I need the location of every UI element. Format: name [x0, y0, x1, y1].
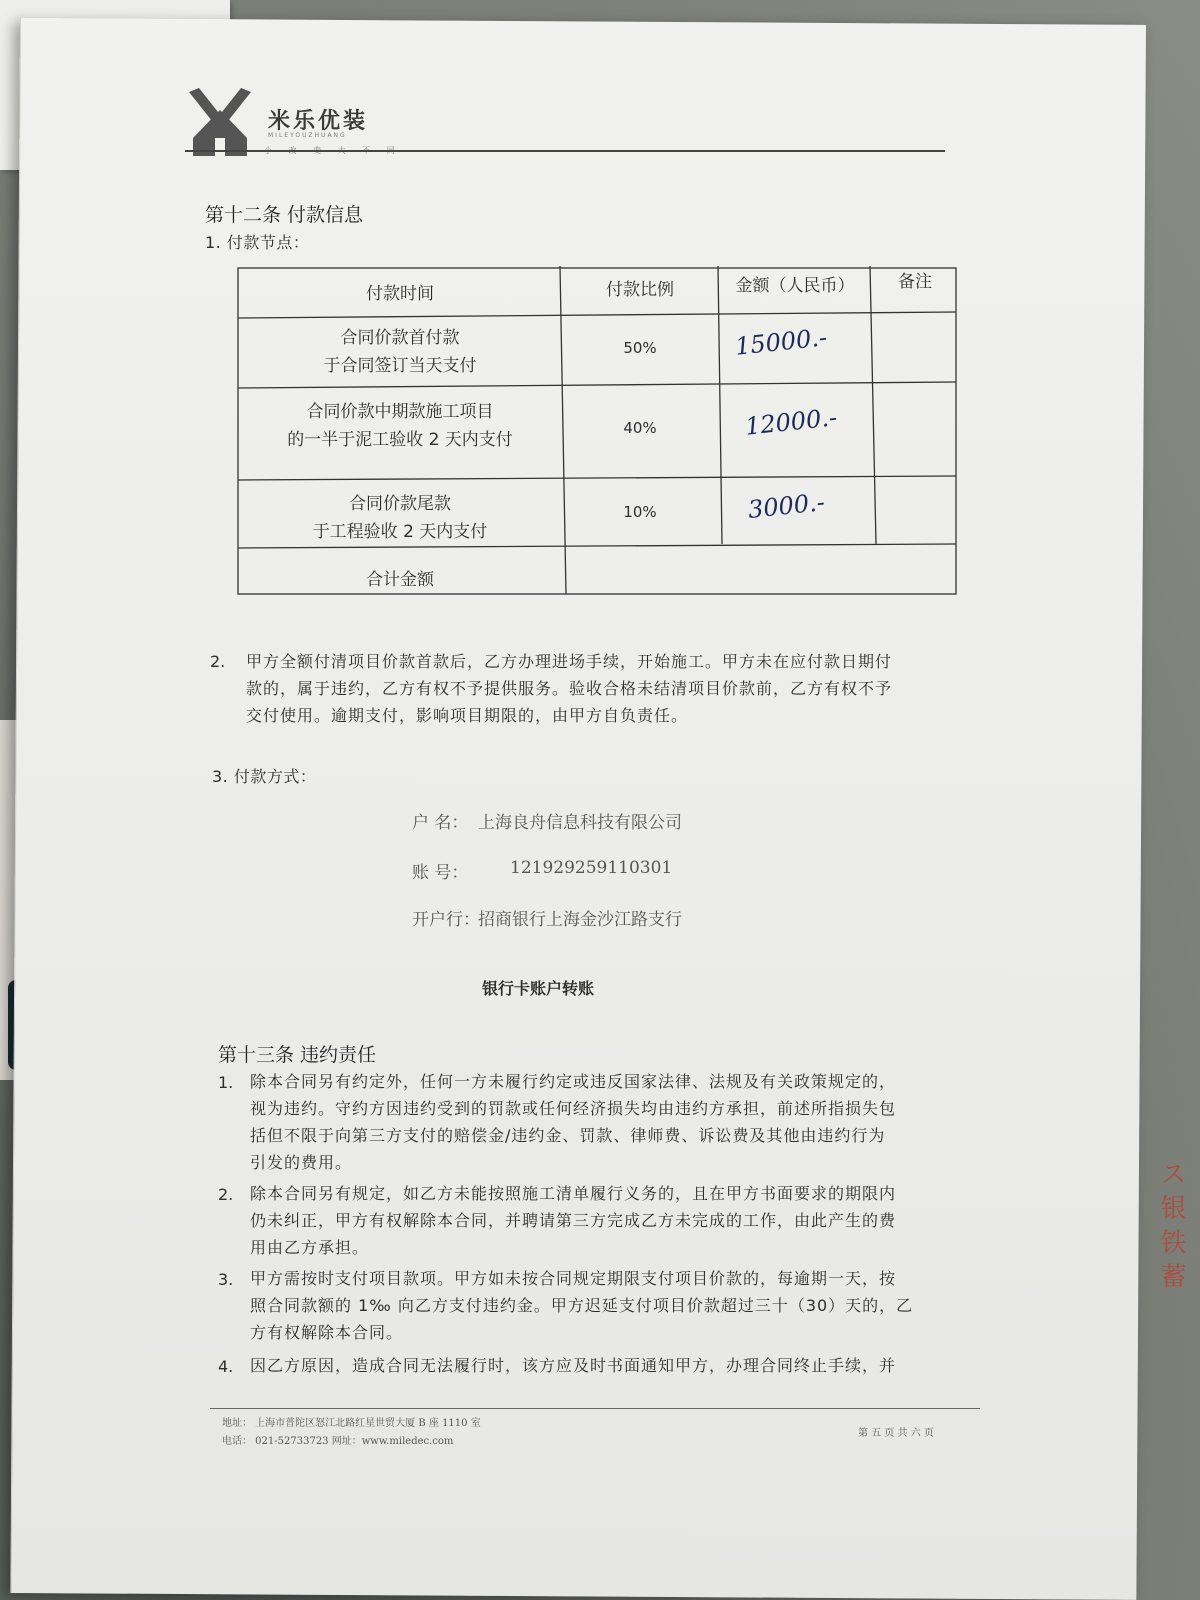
- transfer-note: 银行卡账户转账: [482, 979, 595, 998]
- item2-line: 交付使用。逾期支付，影响项目期限的，由甲方自负责任。: [246, 706, 689, 725]
- item2-paragraph: [246, 648, 892, 729]
- brand-name: 米乐优装: [268, 109, 369, 134]
- brand-pinyin: MILEYOUZHUANG: [268, 132, 347, 139]
- account-value: 121929259110301: [510, 858, 673, 878]
- red-stamp-edge: ス 银 铁 蓄: [1156, 1160, 1186, 1289]
- a13-item2-line: 除本合同另有规定，如乙方未能按照施工清单履行义务的，且在甲方书面要求的期限内: [250, 1184, 897, 1203]
- row2-amount-handwritten: 12000.-: [743, 403, 839, 441]
- branch-label: 开户行：: [412, 910, 480, 930]
- a13-item3-line: 照合同款额的 1‰ 向乙方支付违约金。甲方迟延支付项目价款超过三十（30）天的，乙: [250, 1296, 914, 1315]
- payment-table: [230, 250, 960, 600]
- header-divider: [185, 150, 945, 152]
- article-13-title: 第十三条 违约责任: [218, 1044, 377, 1066]
- account-label: 账 号：: [412, 863, 469, 883]
- a13-item4-paragraph: [250, 1352, 896, 1379]
- article-12-title: 第十二条 付款信息: [205, 204, 364, 226]
- row3-time-line1: 合同价款尾款: [349, 494, 451, 514]
- payment-method-label: 3. 付款方式：: [212, 767, 317, 786]
- row1-time-line1: 合同价款首付款: [340, 328, 460, 348]
- row2-time: [250, 398, 550, 454]
- a13-item2-paragraph: [250, 1180, 896, 1261]
- a13-item1-line: 除本合同另有约定外，任何一方未履行约定或违反国家法律、法规及有关政策规定的，: [250, 1072, 897, 1091]
- row1-time-line2: 于合同签订当天支付: [323, 356, 477, 376]
- a13-item1-line: 引发的费用。: [250, 1153, 353, 1172]
- a13-item2-line: 仍未纠正，甲方有权解除本合同，并聘请第三方完成乙方未完成的工作，由此产生的费: [250, 1211, 897, 1230]
- row3-amount-handwritten: 3000.-: [746, 488, 827, 524]
- row3-time-line2: 于工程验收 2 天内支付: [312, 522, 488, 542]
- footer-contact: 电话： 021-52733723 网址：www.miledec.com: [222, 1436, 454, 1447]
- a13-item3-line: 甲方需按时支付项目款项。甲方如未按合同规定期限支付项目价款的，每逾期一天，按: [250, 1269, 897, 1288]
- row2-time-line1: 合同价款中期款施工项目: [306, 402, 494, 422]
- a13-item2-line: 用由乙方承担。: [250, 1238, 370, 1257]
- branch-value: 招商银行上海金沙江路支行: [478, 910, 682, 930]
- row1-amount-handwritten: 15000.-: [733, 323, 829, 361]
- page-number: 第 五 页 共 六 页: [858, 1428, 934, 1439]
- row3-ratio: 10%: [623, 503, 657, 521]
- row1-time: [250, 324, 550, 380]
- header-note: 备注: [898, 272, 932, 292]
- a13-item1-number: 1.: [218, 1073, 234, 1092]
- payment-nodes-label: 1. 付款节点：: [205, 233, 310, 252]
- header-payment-ratio: 付款比例: [606, 280, 674, 300]
- row2-time-line2: 的一半于泥工验收 2 天内支付: [287, 430, 513, 450]
- a13-item1-paragraph: [250, 1068, 896, 1176]
- row3-time: [250, 490, 550, 546]
- footer-divider: [210, 1408, 980, 1409]
- a13-item3-paragraph: [250, 1265, 913, 1346]
- a13-item3-line: 方有权解除本合同。: [250, 1323, 404, 1342]
- header-amount: 金额（人民币）: [735, 276, 855, 296]
- a13-item1-line: 视为违约。守约方因违约受到的罚款或任何经济损失均由违约方承担，前述所指损失包: [250, 1099, 897, 1118]
- row1-ratio: 50%: [623, 339, 657, 357]
- a13-item1-line: 括但不限于向第三方支付的赔偿金/违约金、罚款、律师费、诉讼费及其他由违约行为: [250, 1126, 886, 1145]
- header-payment-time: 付款时间: [366, 284, 434, 304]
- footer-address: 地址： 上海市普陀区怒江北路红星世贸大厦 B 座 1110 室: [222, 1418, 481, 1429]
- brand-logo-icon: [185, 86, 255, 158]
- a13-item3-number: 3.: [218, 1270, 234, 1289]
- a13-item2-number: 2.: [218, 1185, 234, 1204]
- item2-number: 2.: [210, 652, 226, 671]
- a13-item4-number: 4.: [218, 1357, 234, 1376]
- bank-name-value: 上海良舟信息科技有限公司: [478, 813, 682, 833]
- total-label: 合计金额: [366, 570, 434, 590]
- item2-line: 甲方全额付清项目价款首款后，乙方办理进场手续，开始施工。甲方未在应付款日期付: [246, 652, 893, 671]
- bank-name-label: 户 名：: [412, 813, 469, 833]
- a13-item4-line: 因乙方原因，造成合同无法履行时，该方应及时书面通知甲方，办理合同终止手续，并: [250, 1356, 897, 1375]
- item2-line: 款的，属于违约，乙方有权不予提供服务。验收合格未结清项目价款前，乙方有权不予: [246, 679, 893, 698]
- row2-ratio: 40%: [623, 419, 657, 437]
